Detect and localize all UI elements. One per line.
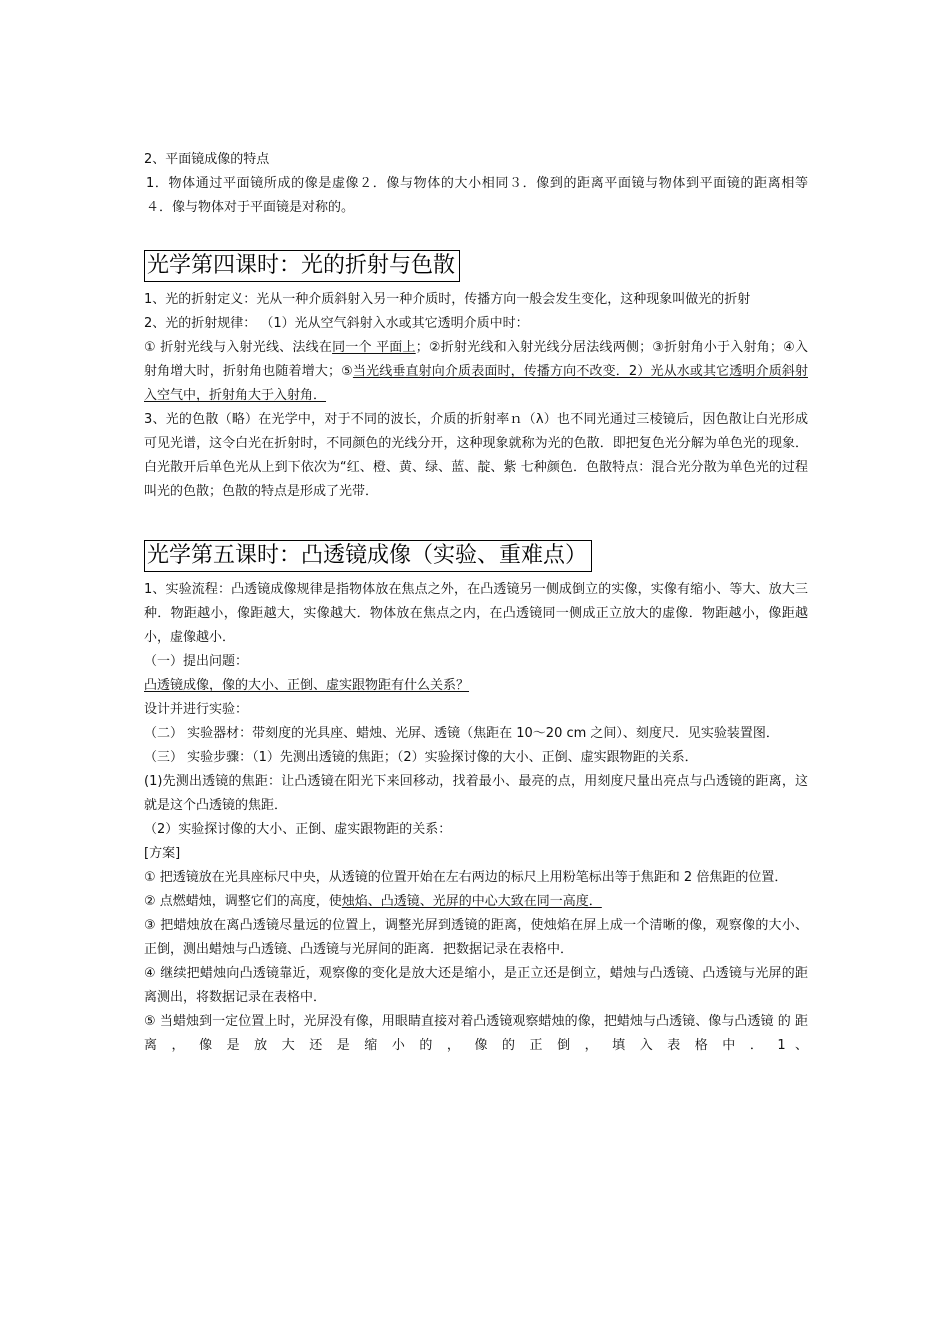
lesson5-design: 设计并进行实验： [144, 702, 249, 717]
lesson5-steps: （三） 实验步骤：（1）先测出透镜的焦距；（2）实验探讨像的大小、正倒、虚实跟物距的关系． [144, 750, 698, 765]
lesson5-plan-item-4: ④ 继续把蜡烛向凸透镜靠近，观察像的变化是放大还是缩小，是正立还是倒立，蜡烛与凸透镜、凸透镜与光屏的距离测出，将数据记录在表格中． [144, 966, 808, 1005]
mirror-heading: 2、平面镜成像的特点 [144, 152, 270, 167]
lesson5-plan-item-1: ① 把透镜放在光具座标尺中央，从透镜的位置开始在左右两边的标尺上用粉笔标出等于焦距和 2 倍焦距的位置． [144, 870, 788, 885]
lesson5-plan-item-5: ⑤ 当蜡烛到一定位置上时，光屏没有像，用眼睛直接对着凸透镜观察蜡烛的像，把蜡烛与凸透镜、像与凸透镜 的 距 离 ， 像 是 放 大 还 是 缩 小 的 ， 像 的 正 倒 ， 填 入 表 格 中 ． 1 、 [144, 1014, 808, 1053]
lesson5-plan-label: [方案] [144, 846, 181, 861]
lesson5-question-label: （一）提出问题： [144, 654, 249, 669]
lesson5-question-text: 凸透镜成像，像的大小、正倒、虚实跟物距有什么关系？ [144, 678, 470, 693]
plan-item-2-underline: 烛焰、凸透镜、光屏的中心大致在同一高度． [341, 894, 602, 909]
lesson5-equipment: （二） 实验器材：带刻度的光具座、蜡烛、光屏、透镜（焦距在 10～20 cm 之间）、刻度尺．见实验装置图． [144, 726, 779, 741]
lesson5-plan-item-3: ③ 把蜡烛放在离凸透镜尽量远的位置上，调整光屏到透镜的距离，使烛焰在屏上成一个清晰的像，观察像的大小、正倒，测出蜡烛与凸透镜、凸透镜与光屏间的距离．把数据记录在表格中． [144, 918, 808, 957]
lesson5-title-box [144, 540, 808, 572]
lesson5-title: 光学第五课时：凸透镜成像（实验、重难点） [144, 540, 592, 572]
rules-underline-same-plane: 同一个 平面上 [332, 340, 416, 355]
lesson5-step1: (1)先测出透镜的焦距：让凸透镜在阳光下来回移动，找着最小、最亮的点，用刻度尺量出亮点与凸透镜的距离，这就是这个凸透镜的焦距． [144, 774, 808, 813]
rules-underline-perpendicular: 当光线垂直射向介质表面时，传播方向不改变．2）光从水或其它透明介质斜射入空气中，折射角大于入射角． [144, 364, 808, 403]
lesson4-refraction-rules: 2、光的折射规律： （1）光从空气斜射入水或其它透明介质中时： [144, 316, 529, 331]
lesson4-title: 光学第四课时：光的折射与色散 [144, 250, 460, 282]
lesson4-title-box [144, 250, 808, 282]
lesson5-experiment-flow: 1、实验流程：凸透镜成像规律是指物体放在焦点之外，在凸透镜另一侧成倒立的实像，实像有缩小、等大、放大三种．物距越小，像距越大，实像越大．物体放在焦点之内，在凸透镜同一侧成正立放大的虚像．物距越小，像距越小，虚像越小． [144, 582, 808, 645]
lesson4-dispersion: 3、光的色散（略）在光学中，对于不同的波长，介质的折射率ｎ（λ）也不同光通过三棱镜后，因色散让白光形成可见光谱，这令白光在折射时，不同颜色的光线分开，这种现象就称为光的色散．即把复色光分解为单色光的现象．白光散开后单色光从上到下依次为“红、橙、黄、绿、蓝、靛、紫 七种颜色．色散特点：混合光分散为单色光的过程叫光的色散；色散的特点是形成了光带． [144, 412, 808, 499]
lesson5-step2: （2）实验探讨像的大小、正倒、虚实跟物距的关系： [144, 822, 452, 837]
rules-text-a: ① 折射光线与入射光线、法线在 [144, 340, 333, 355]
lesson5-plan-item-2 [144, 890, 808, 914]
mirror-text: 1．物体通过平面镜所成的像是虚像２．像与物体的大小相同３．像到的距离平面镜与物体到平面镜的距离相等 ４．像与物体对于平面镜是对称的。 [146, 176, 808, 215]
lesson4-refraction-rules-detail [144, 336, 808, 408]
lesson4-refraction-definition: 1、光的折射定义：光从一种介质斜射入另一种介质时，传播方向一般会发生变化，这种现象叫做光的折射 [144, 292, 751, 307]
rules-text-b: ；②折射光线和入射光线分居法线两侧；③折射角小于入射角；④入射角增大时，折射角也随着增大；⑤ [144, 340, 808, 379]
plan-item-2-text: ② 点燃蜡烛，调整它们的高度，使 [144, 894, 342, 909]
document-content [144, 148, 808, 1058]
lesson5-question-line [144, 674, 808, 698]
